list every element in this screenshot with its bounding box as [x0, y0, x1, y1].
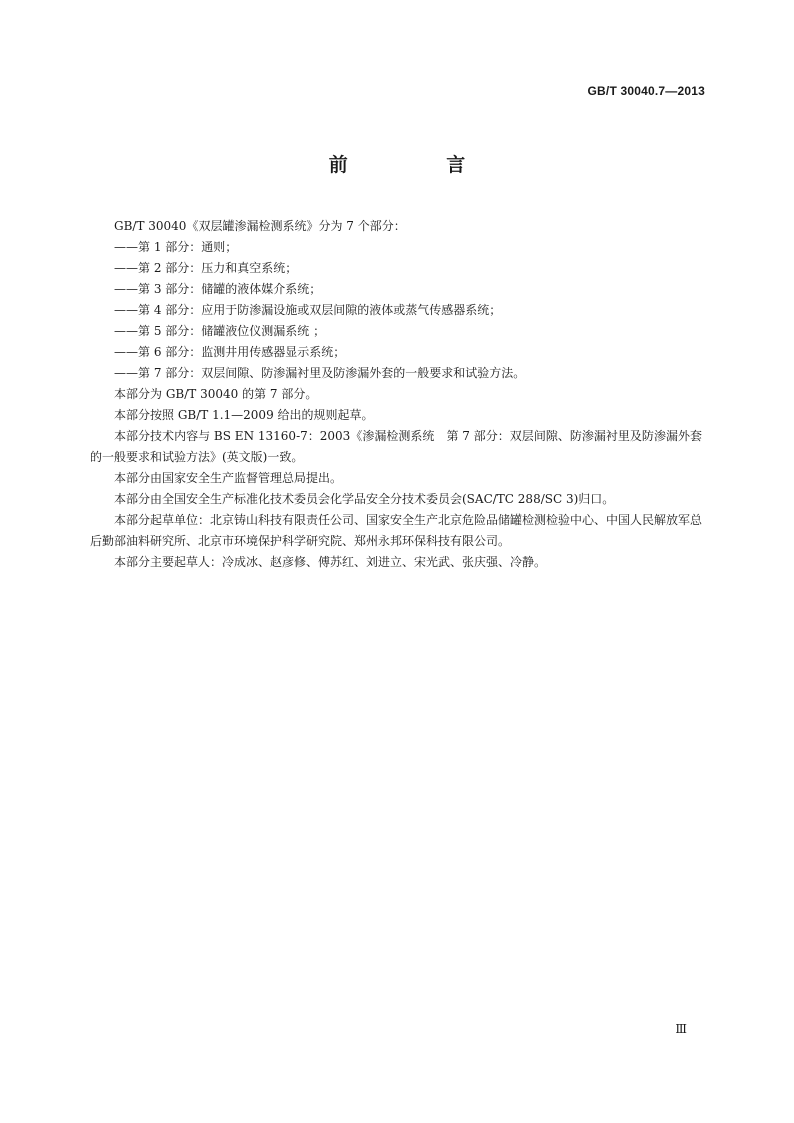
list-item-part-5: ——第 5 部分：储罐液位仪测漏系统 ；: [114, 324, 326, 338]
list-item-part-6: ——第 6 部分：监测井用传感器显示系统；: [114, 345, 346, 359]
paragraph-drafting-units: 本部分起草单位：北京铸山科技有限责任公司、国家安全生产北京危险品储罐检测检验中心、中国人民解放军总后勤部油料研究所、北京市环境保护科学研究院、郑州永邦环保科技有限公司。: [90, 513, 703, 548]
paragraph-intro: GB/T 30040《双层罐渗漏检测系统》分为 7 个部分：: [114, 219, 406, 233]
paragraph-proposed-by: 本部分由国家安全生产监督管理总局提出。: [114, 471, 343, 485]
paragraph-part-statement: 本部分为 GB/T 30040 的第 7 部分。: [114, 387, 318, 401]
list-item-part-4: ——第 4 部分：应用于防渗漏设施或双层间隙的液体或蒸气传感器系统；: [114, 303, 502, 317]
page-number: Ⅲ: [675, 1022, 687, 1036]
list-item-part-7: ——第 7 部分：双层间隙、防渗漏衬里及防渗漏外套的一般要求和试验方法。: [114, 366, 526, 380]
paragraph-drafting-rules: 本部分按照 GB/T 1.1—2009 给出的规则起草。: [114, 408, 374, 422]
foreword-body: [90, 216, 702, 573]
list-item-part-1: ——第 1 部分：通则；: [114, 240, 238, 254]
paragraph-main-drafters: 本部分主要起草人：冷成冰、赵彦修、傅苏红、刘进立、宋光武、张庆强、冷静。: [114, 555, 547, 569]
standard-code: GB/T 30040.7—2013: [587, 84, 705, 98]
paragraph-under-jurisdiction: 本部分由全国安全生产标准化技术委员会化学品安全分技术委员会(SAC/TC 288/SC 3)归口。: [114, 492, 615, 506]
page-title: 前 言: [328, 154, 512, 176]
paragraph-technical-content: 本部分技术内容与 BS EN 13160-7：2003《渗漏检测系统 第 7 部分：双层间隙、防渗漏衬里及防渗漏外套的一般要求和试验方法》(英文版)一致。: [90, 429, 702, 464]
list-item-part-2: ——第 2 部分：压力和真空系统；: [114, 261, 298, 275]
list-item-part-3: ——第 3 部分：储罐的液体媒介系统；: [114, 282, 322, 296]
